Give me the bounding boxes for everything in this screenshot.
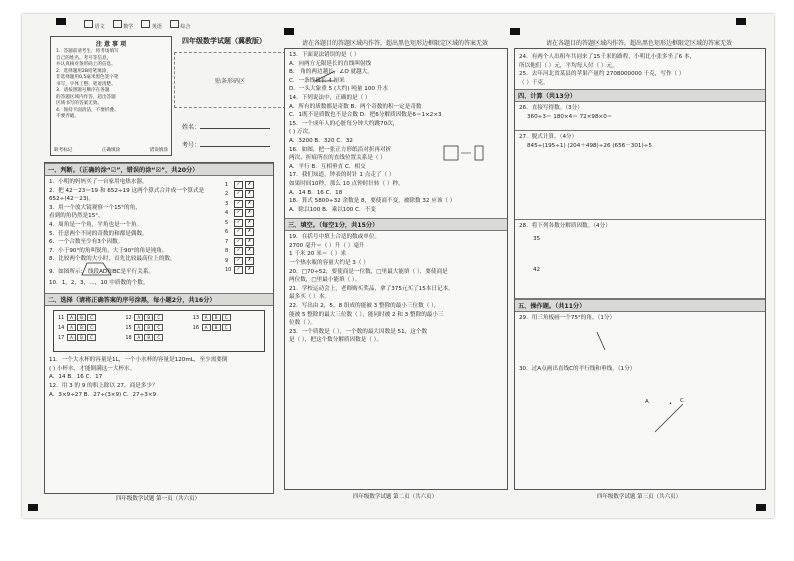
page3-panel <box>514 48 766 490</box>
exam-no-label: 考号： <box>182 142 201 149</box>
cross-box[interactable]: ✗ <box>245 247 254 255</box>
row-num: 4 <box>225 210 229 217</box>
line-c <box>653 402 685 434</box>
judge-answer-row <box>225 180 267 190</box>
question-text: 18．算式 5800÷32 余数是 8，要使商不变，被除数 32 应该（ ） <box>289 198 456 205</box>
judge-answer-row <box>225 209 267 219</box>
angle-figure <box>313 69 337 83</box>
option-a[interactable]: A <box>134 334 143 341</box>
question-text: 12．用 3 的 9 的积上除以 27，商是多少？ <box>49 382 158 389</box>
check-box[interactable]: ✓ <box>234 247 243 255</box>
note-line: 的答题区域内作答，超出答题 <box>56 94 116 100</box>
question-text: A．向两方无限延长的直线叫射线 <box>289 60 372 67</box>
cross-box[interactable]: ✗ <box>245 209 254 217</box>
registration-mark <box>756 504 766 511</box>
row-num: 1 <box>225 181 229 188</box>
registration-mark <box>56 18 66 25</box>
section-fill-title: 三、填空。（每空1分，共15分） <box>285 218 507 231</box>
question-text: ( ) 小杯水，才能倒满这一大杯水。 <box>49 365 136 372</box>
page2-banner: 请在各题目的答题区域内作答，超出黑色矩形边框限定区域的答案无效 <box>301 40 488 47</box>
subject-label: 英语 <box>151 24 162 30</box>
option-b[interactable]: B <box>77 334 86 341</box>
note-line: 书写，字体工整、笔迹清楚。 <box>56 81 116 87</box>
notes-title: 注 意 事 项 <box>95 41 127 48</box>
option-a[interactable]: A <box>202 324 211 331</box>
question-text: 1 千米 20 米＝（ ）米 <box>289 251 346 258</box>
page2-panel <box>284 48 508 490</box>
cross-box[interactable]: ✗ <box>245 181 254 189</box>
question-text: 5．任意两个不同的奇数的和都是偶数。 <box>49 230 148 237</box>
question-text: 13．下面说法错误的是（ ） <box>289 52 360 58</box>
check-box[interactable]: ✓ <box>234 257 243 265</box>
option-b[interactable]: B <box>144 314 153 321</box>
registration-mark <box>28 504 38 511</box>
notes-box <box>50 36 172 156</box>
point-a-dot: • <box>669 401 672 408</box>
check-box[interactable]: ✓ <box>234 219 243 227</box>
question-text: 6．一个合数至少有3个因数。 <box>49 239 124 246</box>
barcode-area: 贴条形码区 <box>174 52 286 108</box>
judge-answer-row <box>225 228 267 238</box>
note-line: 自己的姓名、考号等信息， <box>56 55 112 61</box>
note-line: 不要弄破。 <box>56 114 79 119</box>
page2-footer: 四年级数学试题 第二页（共六页） <box>352 494 438 500</box>
cross-box[interactable]: ✗ <box>245 190 254 198</box>
question-text: 如果时间10秒，那么 10 点钟时针转（ ）秒。 <box>289 180 404 187</box>
row-num: 2 <box>225 191 229 198</box>
subject-item <box>170 20 191 30</box>
fill-questions <box>285 231 507 347</box>
row-num: 3 <box>225 200 229 207</box>
section-operate-title: 五、操作题。（共11分） <box>515 299 765 312</box>
question-text: B． 角的两边越长，∠O 就越大。 <box>289 69 373 76</box>
option-b[interactable]: B <box>144 334 153 341</box>
check-box[interactable]: ✓ <box>234 209 243 217</box>
question-text: 2．把 42－23＝19 和 652÷19 这两个算式合并成一个算式是 <box>49 187 205 194</box>
question-text: （ ）千克。 <box>519 79 549 86</box>
judge-answer-row <box>225 247 267 257</box>
point-a-label: A <box>645 399 649 406</box>
question-text: 看到的角仍然是15°。 <box>49 213 104 220</box>
page2-questions <box>285 49 507 216</box>
judge-questions <box>45 176 273 289</box>
name-field[interactable] <box>182 122 270 131</box>
correct-fill-label: 正确填涂 <box>101 148 121 153</box>
note-line: 并认真核对条形码上的信息。 <box>56 62 116 67</box>
option-c[interactable]: C <box>222 324 231 331</box>
subject-row <box>84 20 190 30</box>
judge-answer-row <box>225 190 267 200</box>
question-text: 25．去年河北省某县的苹果产量约 2708000000 千克，写作（ ） <box>519 71 685 78</box>
option-c[interactable]: C <box>154 324 163 331</box>
line-c-label: C <box>680 398 684 405</box>
mc-row <box>58 324 125 331</box>
judge-answer-row <box>225 266 267 276</box>
option-a[interactable]: A <box>134 314 143 321</box>
q28-box <box>515 220 765 299</box>
question-text: 2700 毫升＝（ ）升（ ）毫升 <box>289 242 365 249</box>
cross-box[interactable]: ✗ <box>245 238 254 246</box>
judge-answer-grid <box>225 180 267 275</box>
option-a[interactable]: A <box>67 334 76 341</box>
registration-mark <box>284 28 294 35</box>
paper-fold-figure <box>443 145 493 163</box>
mc-num: 17 <box>58 335 65 342</box>
cross-box[interactable]: ✗ <box>245 228 254 236</box>
question-text: 360÷3＝ 180×4＝ 72×98×0＝ <box>527 113 613 120</box>
subject-item <box>113 20 134 30</box>
question-text: 10．1，2，3，…，10 中质数的个数。 <box>49 279 149 286</box>
mc-grid <box>54 311 264 344</box>
mc-answer-grid <box>53 310 265 352</box>
mc-num: 16 <box>192 325 200 332</box>
judge-answer-row <box>225 256 267 266</box>
question-text: D．一头大象重 5 (大约) 吨量 100 升水 <box>289 86 388 93</box>
question-text: 是（ ），把这个数分解质因数是（ ）。 <box>289 337 383 344</box>
question-text: A．平行 B．互相垂直 C．相交 <box>289 163 366 170</box>
question-text: 16．如图，把一张正方形纸沿对折再对折 <box>289 146 392 153</box>
judge-answer-row <box>225 218 267 228</box>
question-text: 所以他们（ ）元，平均每人付（ ）元。 <box>519 62 618 69</box>
wrong-fill-label: 错误填涂 <box>149 148 168 153</box>
question-text: 两次，折痕所在的直线位置关系是（ ） <box>289 155 386 162</box>
absent-label: 缺考标记 <box>54 148 73 153</box>
question-text: 17．我们知道，钟表的时针 1 点走了（ ） <box>289 172 395 179</box>
option-b[interactable]: B <box>212 314 221 321</box>
subject-label: 综合 <box>180 24 191 30</box>
mc-num: 18 <box>125 335 132 342</box>
option-c[interactable]: C <box>154 314 163 321</box>
question-text: 26．直接写得数。（3分） <box>519 105 583 112</box>
question-text: 22．写出由 2，5，8 组成的能被 3 整除的最小三位数（ ）， <box>289 303 440 310</box>
check-box[interactable]: ✓ <box>234 238 243 246</box>
notes-body <box>51 48 171 122</box>
option-c[interactable]: C <box>87 334 96 341</box>
option-a[interactable]: A <box>202 314 211 321</box>
question-text: 4．周角是一个角，平角也是一个角。 <box>49 221 143 228</box>
note-line: 非选择题用0.5毫米黑色签字笔 <box>56 75 119 80</box>
exam-no-field[interactable] <box>182 140 270 149</box>
cross-box[interactable]: ✗ <box>245 266 254 274</box>
question-options: A．3×9÷27 B．27÷(3×9) C．27÷3×9 <box>49 391 157 398</box>
operate-box <box>515 312 765 446</box>
question-text: C．一条线段长 4 厘米 <box>289 77 345 84</box>
check-box[interactable]: ✓ <box>234 190 243 198</box>
note-line: 4．保持卡面清洁，不要折叠、 <box>56 107 119 113</box>
exam-title: 四年级数学试题（冀教版） <box>182 37 266 45</box>
question-text: 20．□70÷52，要使商是一位数，□里最大能填（ ），要使商是 <box>289 268 448 275</box>
choice-questions <box>45 356 273 399</box>
cross-box[interactable]: ✗ <box>245 219 254 227</box>
row-num: 9 <box>225 257 229 264</box>
row-num: 5 <box>225 219 229 226</box>
option-a[interactable]: A <box>67 314 76 321</box>
mc-row <box>125 334 192 341</box>
subject-item <box>141 20 162 30</box>
page3-banner: 请在各题目的答题区域内作答，超出黑色矩形边框限定区域的答案无效 <box>545 40 732 47</box>
subject-label: 数学 <box>123 24 134 30</box>
question-text: 能被 5 整除的最大三位数（ ），能同时被 2 和 3 整除的最小三 <box>289 311 444 318</box>
option-b[interactable]: B <box>212 324 221 331</box>
question-text: 28．将下列各数分解质因数。（4分） <box>519 223 611 230</box>
question-text: 29．用三角板画一个75°的角。（1分） <box>519 315 616 322</box>
question-text: A．3200 B．320 C．32 <box>289 137 353 144</box>
page1-panel <box>44 162 274 494</box>
question-options: A．14 B．16 C．17 <box>49 374 103 381</box>
question-text: 27．脱式计算。（4分） <box>519 134 578 141</box>
question-text: 3．用一个放大镜观察一个15°的角， <box>49 204 141 211</box>
question-text: 最多买（ ）本。 <box>289 294 330 301</box>
question-text: 1．小明的妈妈买了一台家用电热水器， <box>49 179 148 185</box>
subject-item <box>84 20 105 30</box>
mc-row <box>58 314 125 321</box>
note-line: 2．选择题用2B铅笔填涂， <box>56 68 111 74</box>
number-35: 35 <box>533 235 541 242</box>
question-text: 30．过A点画出直线C的平行线和垂线。（1分） <box>519 365 636 372</box>
mc-row <box>58 334 125 341</box>
row-num: 10 <box>225 267 232 274</box>
question-text: 24．有两个人出租车共同来了15千米的路程，小明比小张多坐了6 本， <box>519 54 696 60</box>
question-text: 一个热水瓶的容量大约是 3（ ） <box>289 260 369 267</box>
question-text: 14．下列说法中，正确的是（ ） <box>289 94 371 101</box>
option-b[interactable]: B <box>77 324 86 331</box>
note-line: 1．答题前请考生，将考场填写 <box>56 49 119 54</box>
judge-answer-row <box>225 237 267 247</box>
fill-legend <box>54 147 168 153</box>
answer-sheet <box>22 14 774 518</box>
cross-box[interactable]: ✗ <box>245 200 254 208</box>
section-calc-title: 四、计算（共13分） <box>515 89 765 102</box>
row-num: 6 <box>225 229 229 236</box>
angle-stroke <box>595 330 609 354</box>
note-line: 3．请按照题号顺序在各题 <box>56 88 110 93</box>
page1-footer: 四年级数学试题 第一页（共六页） <box>115 496 201 502</box>
question-text: 845÷(195÷1) (204＋498)÷26 (656－301)÷5 <box>527 142 652 149</box>
question-text: A．所有的质数都是奇数 B．两个奇数的积一定是奇数 <box>289 103 422 110</box>
row-num: 7 <box>225 238 229 245</box>
question-text: A．除以100 B．乘以100 C．不变 <box>289 206 376 213</box>
option-b[interactable]: B <box>77 314 86 321</box>
question-text: 652÷(42－23)。 <box>49 196 95 203</box>
registration-mark <box>510 28 520 35</box>
question-text: 位数（ ）。 <box>289 320 316 327</box>
check-box[interactable]: ✓ <box>234 266 243 274</box>
question-text: 7．小于90°的角叫锐角，大于90°的角是钝角。 <box>49 247 168 254</box>
page3-questions <box>515 49 765 89</box>
check-box[interactable]: ✓ <box>234 228 243 236</box>
question-text: ( ) 万次。 <box>289 129 314 136</box>
mc-row <box>125 314 192 321</box>
question-text: 19．在括号中填上合适的数或单位。 <box>289 234 381 241</box>
check-box[interactable]: ✓ <box>234 200 243 208</box>
mc-num: 15 <box>125 325 132 332</box>
question-text: C．1既不是质数也不是合数 D．把6分解质因数是6＝1×2×3 <box>289 112 442 119</box>
name-label: 姓名： <box>182 124 201 131</box>
row-num: 8 <box>225 248 229 255</box>
question-text: 21．学校运动会上，老师购买奖品，拿了375元买了15本日记本， <box>289 285 454 292</box>
mc-row <box>193 314 260 321</box>
q26-box <box>515 102 765 131</box>
section-judge-title: 一、判断。（正确的涂“☑”，错误的涂“☒”，共20分） <box>45 163 273 176</box>
cross-box[interactable]: ✗ <box>245 257 254 265</box>
q27-box <box>515 131 765 220</box>
page3-footer: 四年级数学试题 第三页（共六页） <box>596 494 682 500</box>
option-c[interactable]: C <box>87 324 96 331</box>
option-b[interactable]: B <box>144 324 153 331</box>
question-text: A．14 B．16 C．18 <box>289 189 343 196</box>
subject-label: 语文 <box>94 24 105 30</box>
question-text: 9．如图所示： 线段AD和BC是平行关系。 <box>49 268 155 275</box>
registration-mark <box>736 18 746 25</box>
question-text: 8．比较两个数的大小时，首先比较最高位上的数。 <box>49 256 176 263</box>
trapezoid-figure <box>81 262 113 276</box>
note-line: 区域书写的答案无效。 <box>56 101 102 106</box>
option-c[interactable]: C <box>87 314 96 321</box>
question-text: 15．一个成年人的心脏每分钟大约跳70次， <box>289 120 399 127</box>
mc-row <box>125 324 192 331</box>
question-text: 11．一个大水杯的容量是1L，一个小水杯的容量是120mL，至少需要倒 <box>49 357 228 364</box>
mc-num: 11 <box>58 315 65 322</box>
question-text: 23．一个质数是（ ），一个数的最大因数是 51，这个数 <box>289 328 428 335</box>
number-42: 42 <box>533 266 541 273</box>
option-a[interactable]: A <box>67 324 76 331</box>
judge-answer-row <box>225 199 267 209</box>
mc-row <box>193 324 260 331</box>
option-c[interactable]: C <box>154 334 163 341</box>
mc-num: 14 <box>58 325 65 332</box>
check-box[interactable]: ✓ <box>234 181 243 189</box>
option-a[interactable]: A <box>134 324 143 331</box>
section-choice-title: 二、选择（请将正确答案的序号涂黑，每小题2分，共16分） <box>45 293 273 306</box>
mc-num: 13 <box>192 315 200 322</box>
question-text: 两位数，□里最小能填（ ）。 <box>289 277 361 284</box>
mc-num: 12 <box>125 315 132 322</box>
option-c[interactable]: C <box>222 314 231 321</box>
